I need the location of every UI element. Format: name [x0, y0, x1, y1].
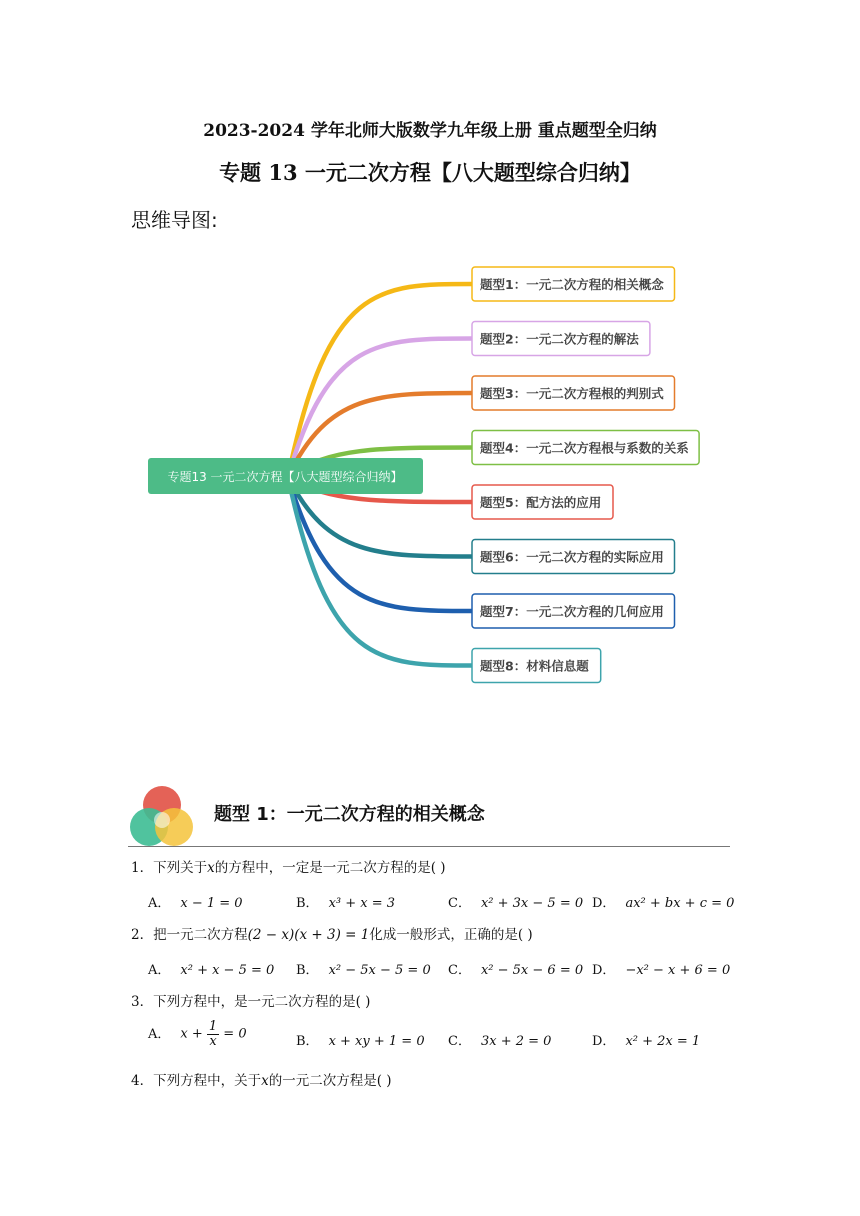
- mindmap-branch-line-2: [288, 339, 472, 478]
- section-divider: [128, 846, 730, 847]
- question-3-answer-blank: ( ): [355, 994, 371, 1010]
- question-3-option-a: A． x + $\frac{1}{x}$ = 0: [148, 1019, 247, 1049]
- question-4-stem-b: 的一元二次方程是: [268, 1073, 377, 1089]
- mindmap-branch-7: [472, 594, 675, 628]
- mindmap-branch-label-6: 题型6：一元二次方程的实际应用: [480, 549, 664, 565]
- question-1-option-a: A． x − 1 = 0: [148, 896, 243, 911]
- mindmap-branch-label-3: 题型3：一元二次方程根的判别式: [480, 386, 664, 401]
- mindmap-center-node: [148, 458, 423, 494]
- mindmap-branch-label-8: 题型8：材料信息题: [480, 658, 589, 674]
- question-2-option-b: B． x² − 5x − 5 = 0: [296, 963, 431, 978]
- question-1-stem-b: 的方程中，一定是一元二次方程的是: [214, 860, 431, 876]
- question-1-option-c: C． x² + 3x − 5 = 0: [448, 896, 584, 911]
- question-2-expr: (2 − x)(x + 3) = 1: [247, 927, 370, 943]
- mindmap-branch-label-5: 题型5：配方法的应用: [480, 495, 602, 510]
- topic-title: 专题 13 一元二次方程【八大题型综合归纳】: [219, 160, 641, 185]
- question-2-option-c: C． x² − 5x − 6 = 0: [448, 963, 584, 978]
- mindmap-branch-line-7: [288, 477, 472, 611]
- question-2-option-d: D． −x² − x + 6 = 0: [592, 963, 731, 978]
- question-3-option-d: D． x² + 2x = 1: [592, 1034, 701, 1049]
- question-4-var: x: [261, 1073, 269, 1089]
- mindmap-branch-2: [472, 322, 650, 356]
- question-4: [131, 1069, 392, 1089]
- question-2-answer-blank: ( ): [517, 927, 533, 943]
- question-3: [131, 990, 370, 1010]
- mindmap-label: 思维导图:: [131, 208, 218, 232]
- question-4-answer-blank: ( ): [376, 1073, 392, 1089]
- venn-three-circles-icon: [128, 783, 198, 849]
- mindmap-branch-label-7: 题型7：一元二次方程的几何应用: [480, 604, 664, 619]
- question-1: [131, 856, 446, 876]
- question-3-option-c: C． 3x + 2 = 0: [448, 1034, 552, 1049]
- mindmap-branch-8: [472, 649, 601, 683]
- question-1-option-b: B． x³ + x = 3: [296, 896, 396, 911]
- question-2-stem-a: 2．把一元二次方程: [131, 927, 248, 943]
- mindmap-branch-6: [472, 540, 675, 574]
- question-1-stem-a: 1．下列关于: [131, 860, 208, 876]
- mindmap-branch-label-2: 题型2：一元二次方程的解法: [480, 331, 639, 347]
- venn-center: [154, 812, 170, 828]
- mindmap-branch-5: [472, 485, 613, 519]
- mindmap-branch-label-4: 题型4：一元二次方程根与系数的关系: [480, 440, 689, 456]
- document-header-title: 2023-2024 学年北师大版数学九年级上册 重点题型全归纳: [203, 121, 657, 141]
- mindmap-branch-3: [472, 376, 675, 410]
- mindmap-branch-4: [472, 431, 699, 465]
- mindmap-branch-label-1: 题型1：一元二次方程的相关概念: [480, 277, 664, 292]
- question-2: [131, 923, 533, 943]
- mindmap-branch-line-8: [288, 477, 472, 666]
- question-1-answer-blank: ( ): [430, 860, 446, 876]
- mindmap-branch-1: [472, 267, 675, 301]
- question-3-option-b: B． x + xy + 1 = 0: [296, 1034, 425, 1049]
- question-1-var: x: [207, 860, 215, 876]
- section-heading: 题型 1：一元二次方程的相关概念: [214, 804, 485, 825]
- question-2-stem-b: 化成一般形式，正确的是: [369, 927, 518, 943]
- mindmap-diagram: [140, 255, 740, 695]
- fraction-1-over-x: $\frac{1}{x}$: [208, 1019, 218, 1049]
- question-3-stem: 3．下列方程中，是一元二次方程的是: [131, 994, 356, 1010]
- question-2-option-a: A． x² + x − 5 = 0: [148, 963, 275, 978]
- mindmap-center-text: 专题13 一元二次方程【八大题型综合归纳】: [167, 470, 403, 484]
- question-1-option-d: D． ax² + bx + c = 0: [592, 896, 735, 911]
- question-4-stem-a: 4．下列方程中，关于: [131, 1073, 262, 1089]
